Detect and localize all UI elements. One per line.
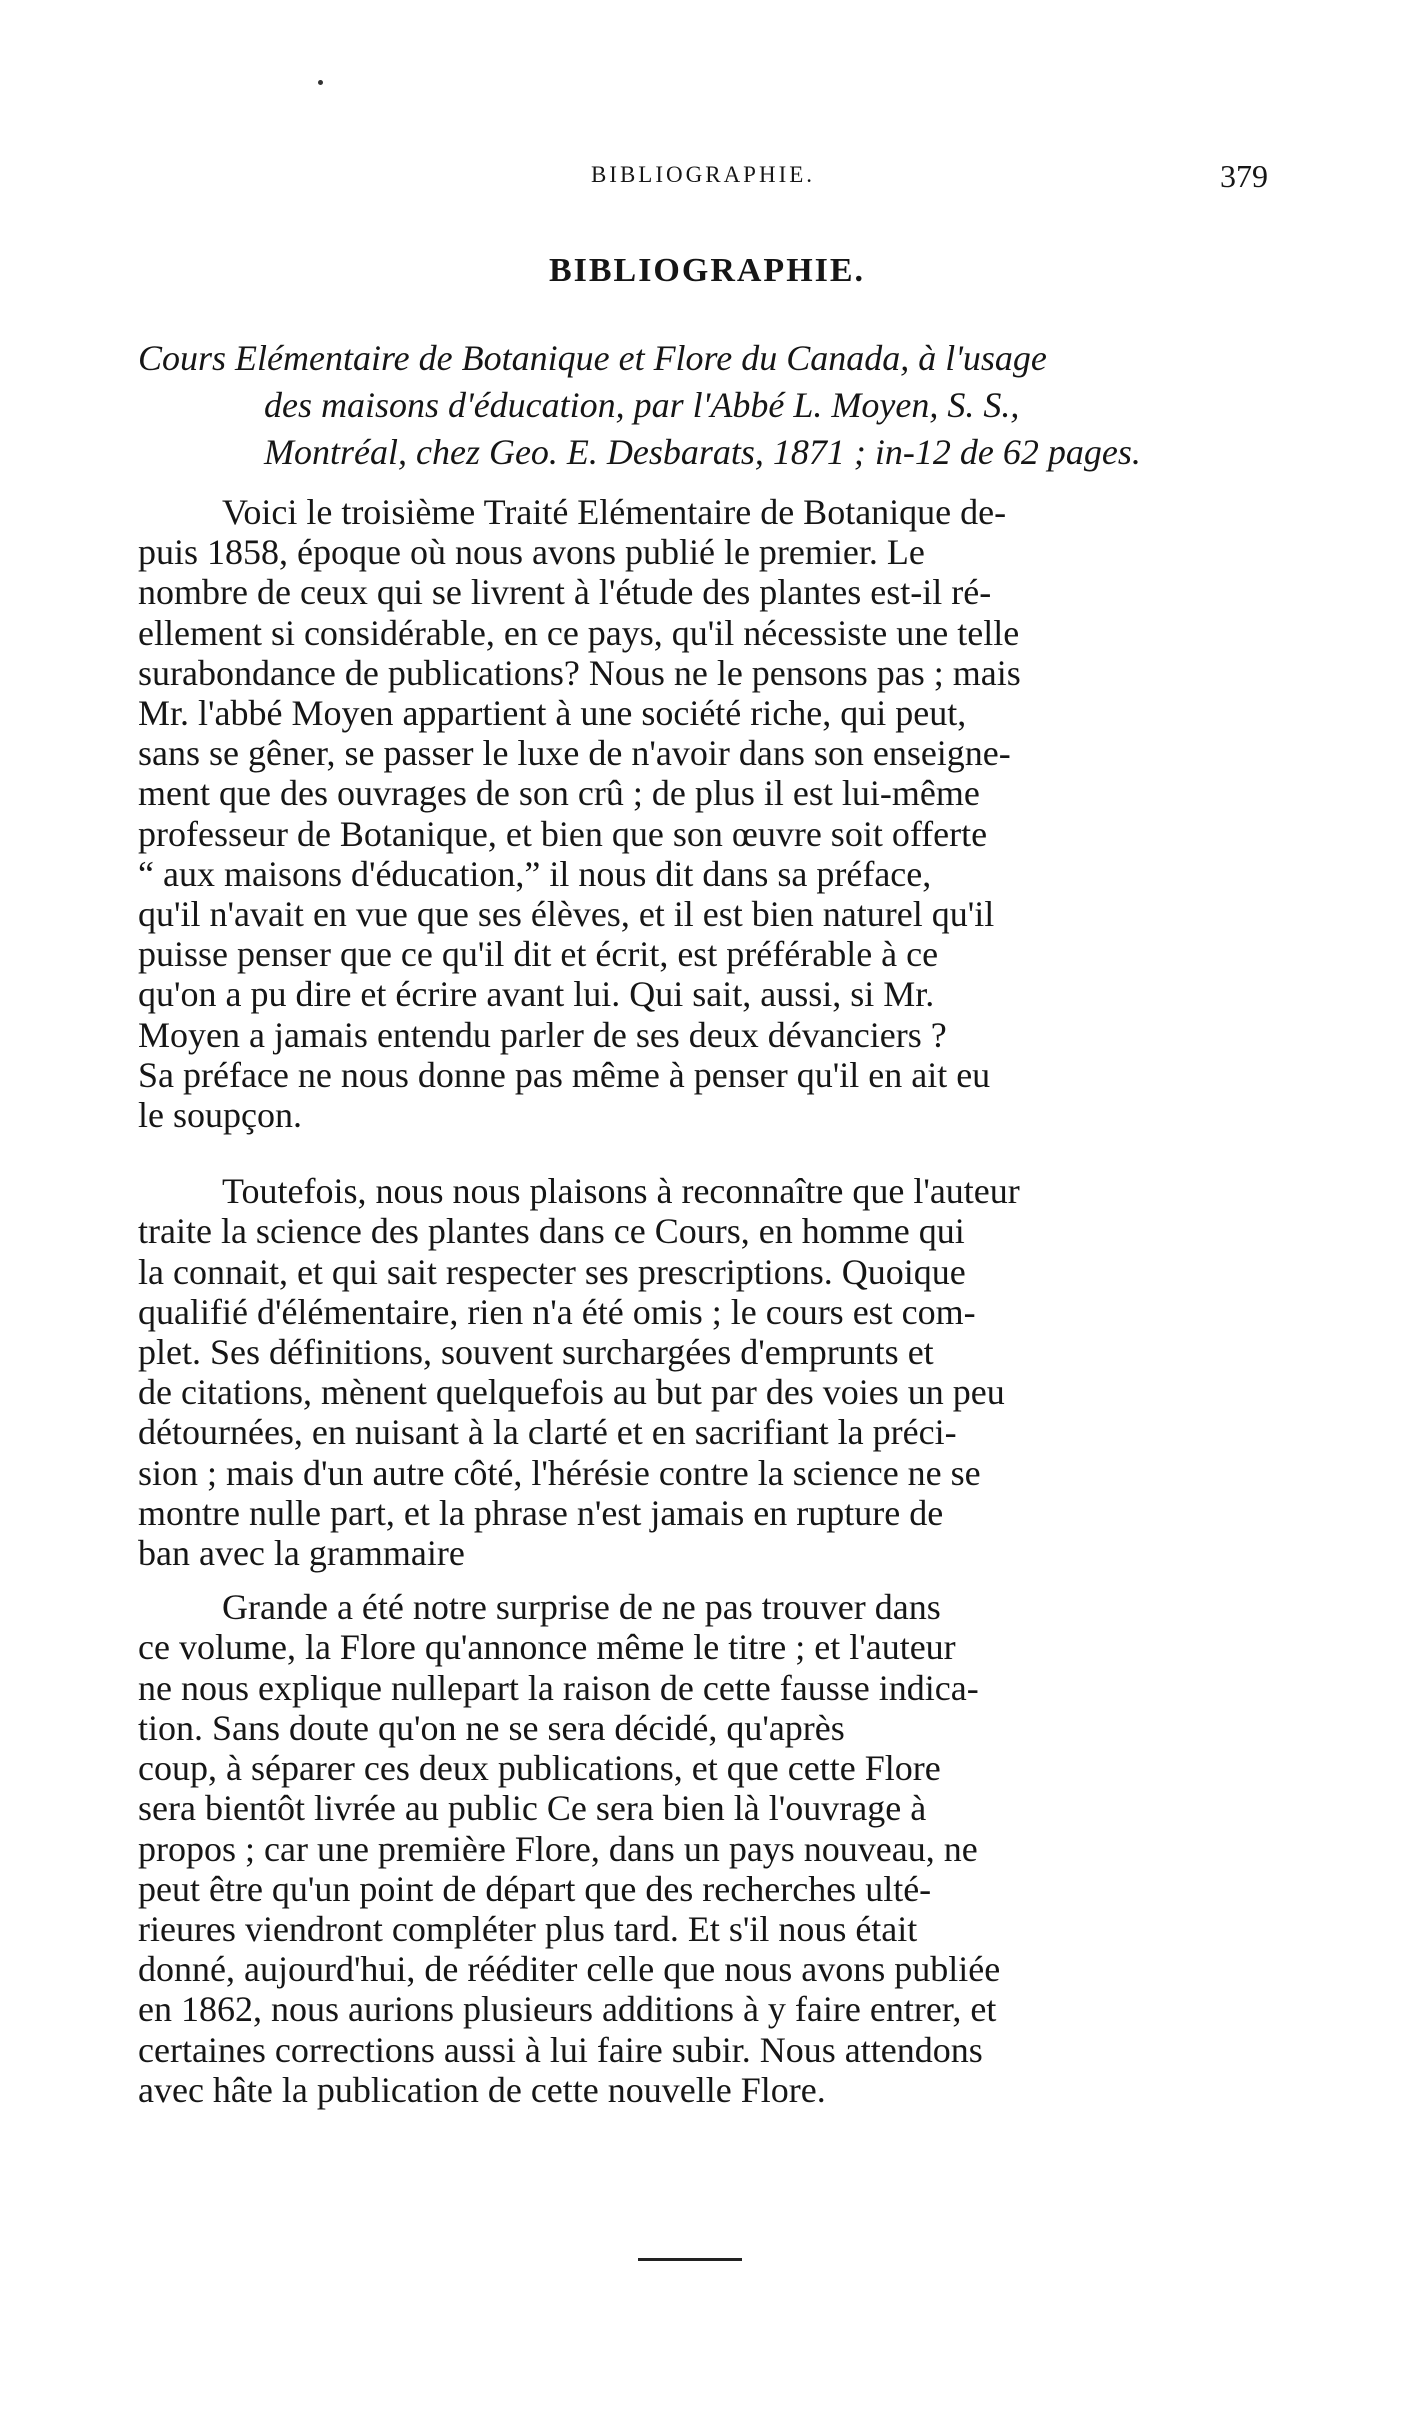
running-head (138, 158, 1268, 202)
text-line: de citations, mènent quelquefois au but par des voies un peu (138, 1372, 1005, 1413)
text-line: traite la science des plantes dans ce Cours, en homme qui (138, 1211, 965, 1252)
text-line: ne nous explique nullepart la raison de cette fausse indica- (138, 1667, 979, 1708)
text-line: puisse penser que ce qu'il dit et écrit, est préférable à ce (138, 934, 939, 975)
text-line: qualifié d'élémentaire, rien n'a été omis ; le cours est com- (138, 1291, 976, 1332)
text-line: qu'on a pu dire et écrire avant lui. Qui sait, aussi, si Mr. (138, 974, 935, 1015)
paragraph (138, 492, 1268, 1135)
review-body (138, 492, 1268, 2110)
text-line: Grande a été notre surprise de ne pas trouver dans (222, 1587, 941, 1628)
text-line: Moyen a jamais entendu parler de ses deux dévanciers ? (138, 1014, 947, 1055)
text-line: Toutefois, nous nous plaisons à reconnaître que l'auteur (222, 1171, 1020, 1212)
text-line: Sa préface ne nous donne pas même à penser qu'il en ait eu (138, 1054, 991, 1095)
text-line: puis 1858, époque où nous avons publié le premier. Le (138, 532, 925, 573)
book-citation (138, 335, 1268, 476)
text-line: en 1862, nous aurions plusieurs additions à y faire entrer, et (138, 1989, 997, 2030)
text-line: certaines corrections aussi à lui faire subir. Nous attendons (138, 2029, 983, 2070)
text-line: qu'il n'avait en vue que ses élèves, et il est bien naturel qu'il (138, 894, 995, 935)
end-rule (638, 2258, 742, 2261)
text-line: le soupçon. (138, 1095, 302, 1136)
text-line: montre nulle part, et la phrase n'est jamais en rupture de (138, 1492, 944, 1533)
text-line: Voici le troisième Traité Elémentaire de Botanique de- (222, 492, 1007, 532)
text-line: surabondance de publications? Nous ne le pensons pas ; mais (138, 652, 1021, 693)
text-line: ban avec la grammaire (138, 1533, 465, 1574)
text-line: Mr. l'abbé Moyen appartient à une société riche, qui peut, (138, 693, 967, 734)
text-line: sans se gêner, se passer le luxe de n'avoir dans son enseigne- (138, 733, 1011, 774)
citation-line: Cours Elémentaire de Botanique et Flore du Canada, à l'usage (138, 338, 1047, 378)
text-line: professeur de Botanique, et bien que son œuvre soit offerte (138, 813, 988, 854)
citation-line: Montréal, chez Geo. E. Desbarats, 1871 ; in-12 de 62 pages. (264, 432, 1141, 472)
citation-line: des maisons d'éducation, par l'Abbé L. Moyen, S. S., (264, 385, 1020, 425)
page-number: 379 (1220, 158, 1268, 194)
section-title: BIBLIOGRAPHIE. (548, 252, 866, 289)
text-line: donné, aujourd'hui, de rééditer celle que nous avons publiée (138, 1949, 1001, 1990)
text-line: propos ; car une première Flore, dans un pays nouveau, ne (138, 1828, 978, 1869)
text-line: ment que des ouvrages de son crû ; de plus il est lui-même (138, 773, 980, 814)
text-line: tion. Sans doute qu'on ne se sera décidé, qu'après (138, 1707, 845, 1748)
text-line: ellement si considérable, en ce pays, qu'il nécessiste une telle (138, 612, 1020, 653)
text-line: sera bientôt livrée au public Ce sera bien là l'ouvrage à (138, 1788, 927, 1829)
text-line: plet. Ses définitions, souvent surchargées d'emprunts et (138, 1332, 934, 1373)
text-line: peut être qu'un point de départ que des recherches ulté- (138, 1868, 932, 1909)
text-line: ce volume, la Flore qu'annonce même le titre ; et l'auteur (138, 1627, 956, 1668)
paragraph (138, 1587, 1268, 2110)
text-line: sion ; mais d'un autre côté, l'hérésie contre la science ne se (138, 1452, 981, 1493)
print-speck (318, 80, 323, 85)
paragraph (138, 1171, 1268, 1573)
text-line: coup, à séparer ces deux publications, et que cette Flore (138, 1748, 941, 1789)
text-line: la connait, et qui sait respecter ses prescriptions. Quoique (138, 1251, 966, 1292)
text-line: détournées, en nuisant à la clarté et en sacrifiant la préci- (138, 1412, 957, 1453)
running-title: BIBLIOGRAPHIE. (590, 162, 816, 187)
text-line: avec hâte la publication de cette nouvelle Flore. (138, 2069, 826, 2110)
text-line: rieures viendront compléter plus tard. Et s'il nous était (138, 1908, 918, 1949)
text-line: nombre de ceux qui se livrent à l'étude des plantes est-il ré- (138, 572, 992, 613)
text-line: “ aux maisons d'éducation,” il nous dit dans sa préface, (138, 853, 932, 894)
